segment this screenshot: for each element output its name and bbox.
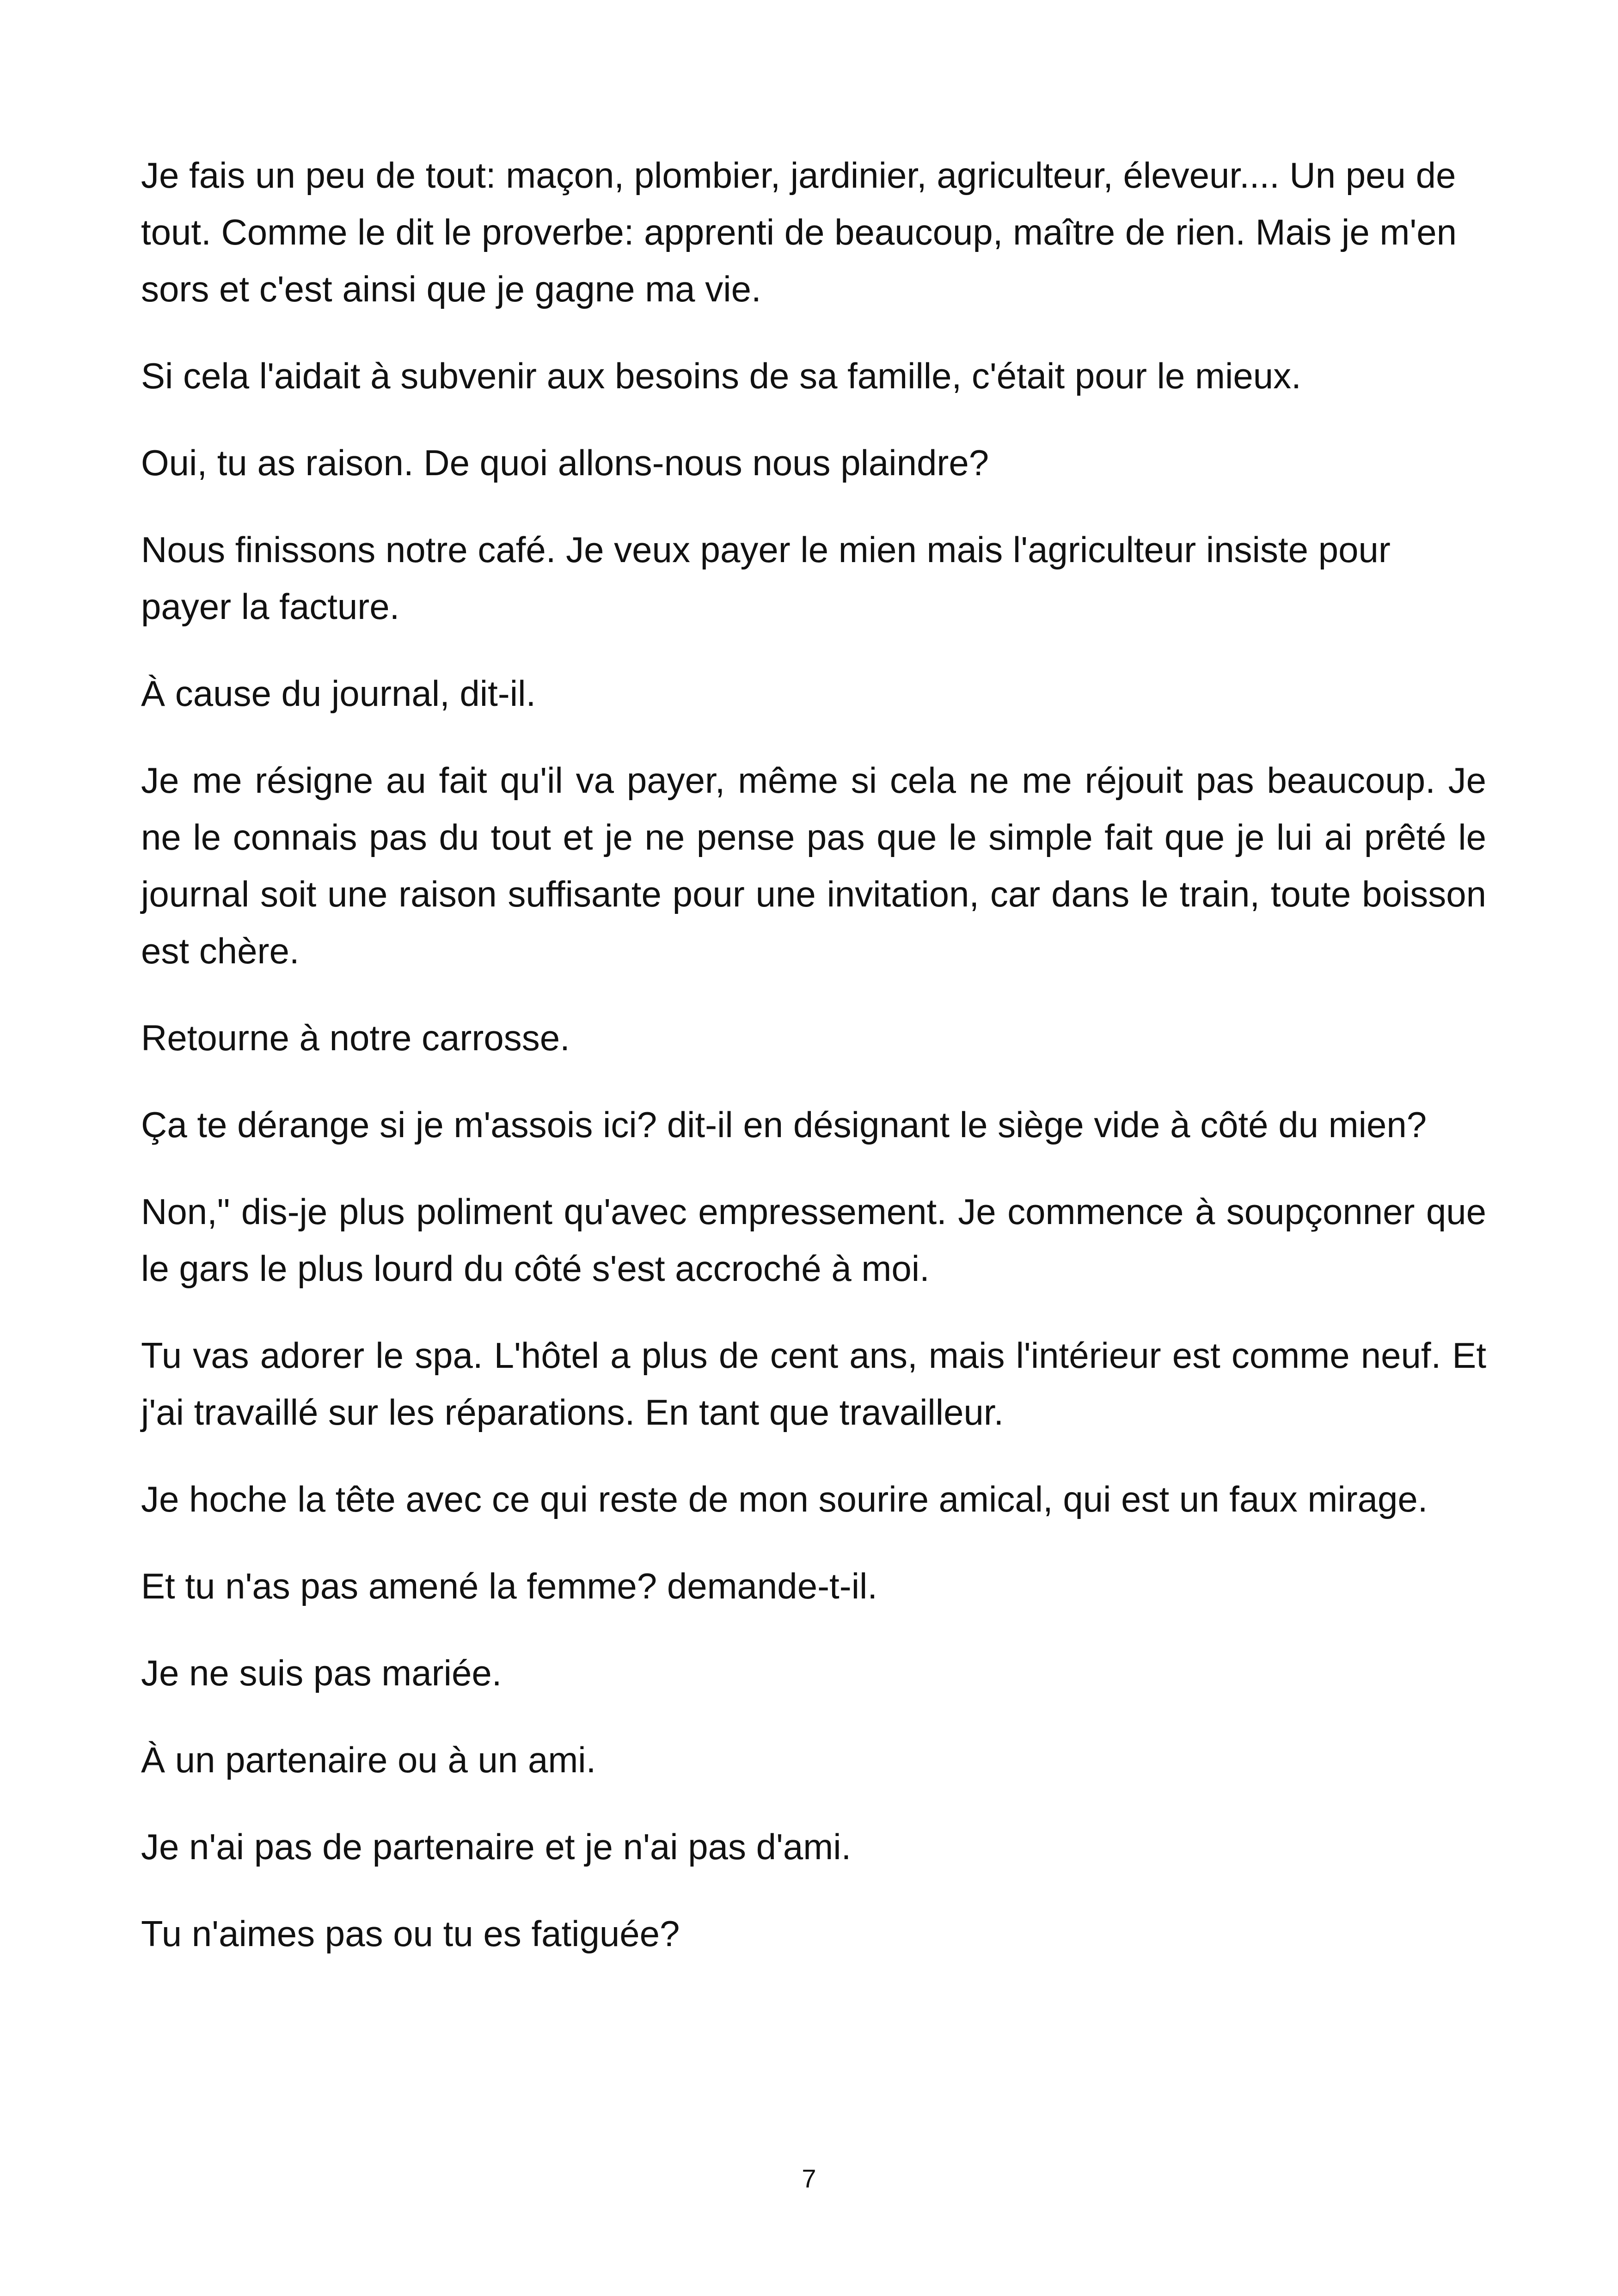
paragraph: Je ne suis pas mariée.	[141, 1653, 502, 1693]
paragraph: Je n'ai pas de partenaire et je n'ai pas d'ami.	[141, 1826, 852, 1867]
paragraph: À un partenaire ou à un ami.	[141, 1739, 596, 1780]
text-body	[141, 147, 1486, 1992]
paragraph: Tu n'aimes pas ou tu es fatiguée?	[141, 1913, 680, 1954]
paragraph: Tu vas adorer le spa. L'hôtel a plus de cent ans, mais l'intérieur est comme neuf. Et j'ai travaillé sur les réparations. En tant que travailleur.	[141, 1335, 1486, 1433]
paragraph: Et tu n'as pas amené la femme? demande-t-il.	[141, 1566, 878, 1606]
paragraph: Retourne à notre carrosse.	[141, 1017, 570, 1058]
paragraph: Ça te dérange si je m'assois ici? dit-il en désignant le siège vide à côté du mien?	[141, 1104, 1427, 1145]
page-number: 7	[802, 2164, 816, 2193]
paragraph: Je fais un peu de tout: maçon, plombier, jardinier, agriculteur, éleveur.... Un peu de tout. Comme le dit le proverbe: apprenti de beaucoup, maître de rien. Mais je m'en sors et c'est ainsi que je gagne ma vie.	[141, 155, 1457, 309]
paragraph: Si cela l'aidait à subvenir aux besoins de sa famille, c'était pour le mieux.	[141, 355, 1301, 396]
paragraph: Je hoche la tête avec ce qui reste de mon sourire amical, qui est un faux mirage.	[141, 1479, 1428, 1519]
paragraph: Oui, tu as raison. De quoi allons-nous nous plaindre?	[141, 442, 989, 483]
paragraph: Nous finissons notre café. Je veux payer le mien mais l'agriculteur insiste pour payer la facture.	[141, 529, 1391, 627]
paragraph: Je me résigne au fait qu'il va payer, même si cela ne me réjouit pas beaucoup. Je ne le connais pas du tout et je ne pense pas que le simple fait que je lui ai prêté le journal soit une raison suffisante pour une invitation, car dans le train, toute boisson est chère.	[141, 760, 1486, 971]
paragraph: À cause du journal, dit-il.	[141, 673, 536, 714]
paragraph: Non," dis-je plus poliment qu'avec empressement. Je commence à soupçonner que le gars le plus lourd du côté s'est accroché à moi.	[141, 1191, 1486, 1289]
